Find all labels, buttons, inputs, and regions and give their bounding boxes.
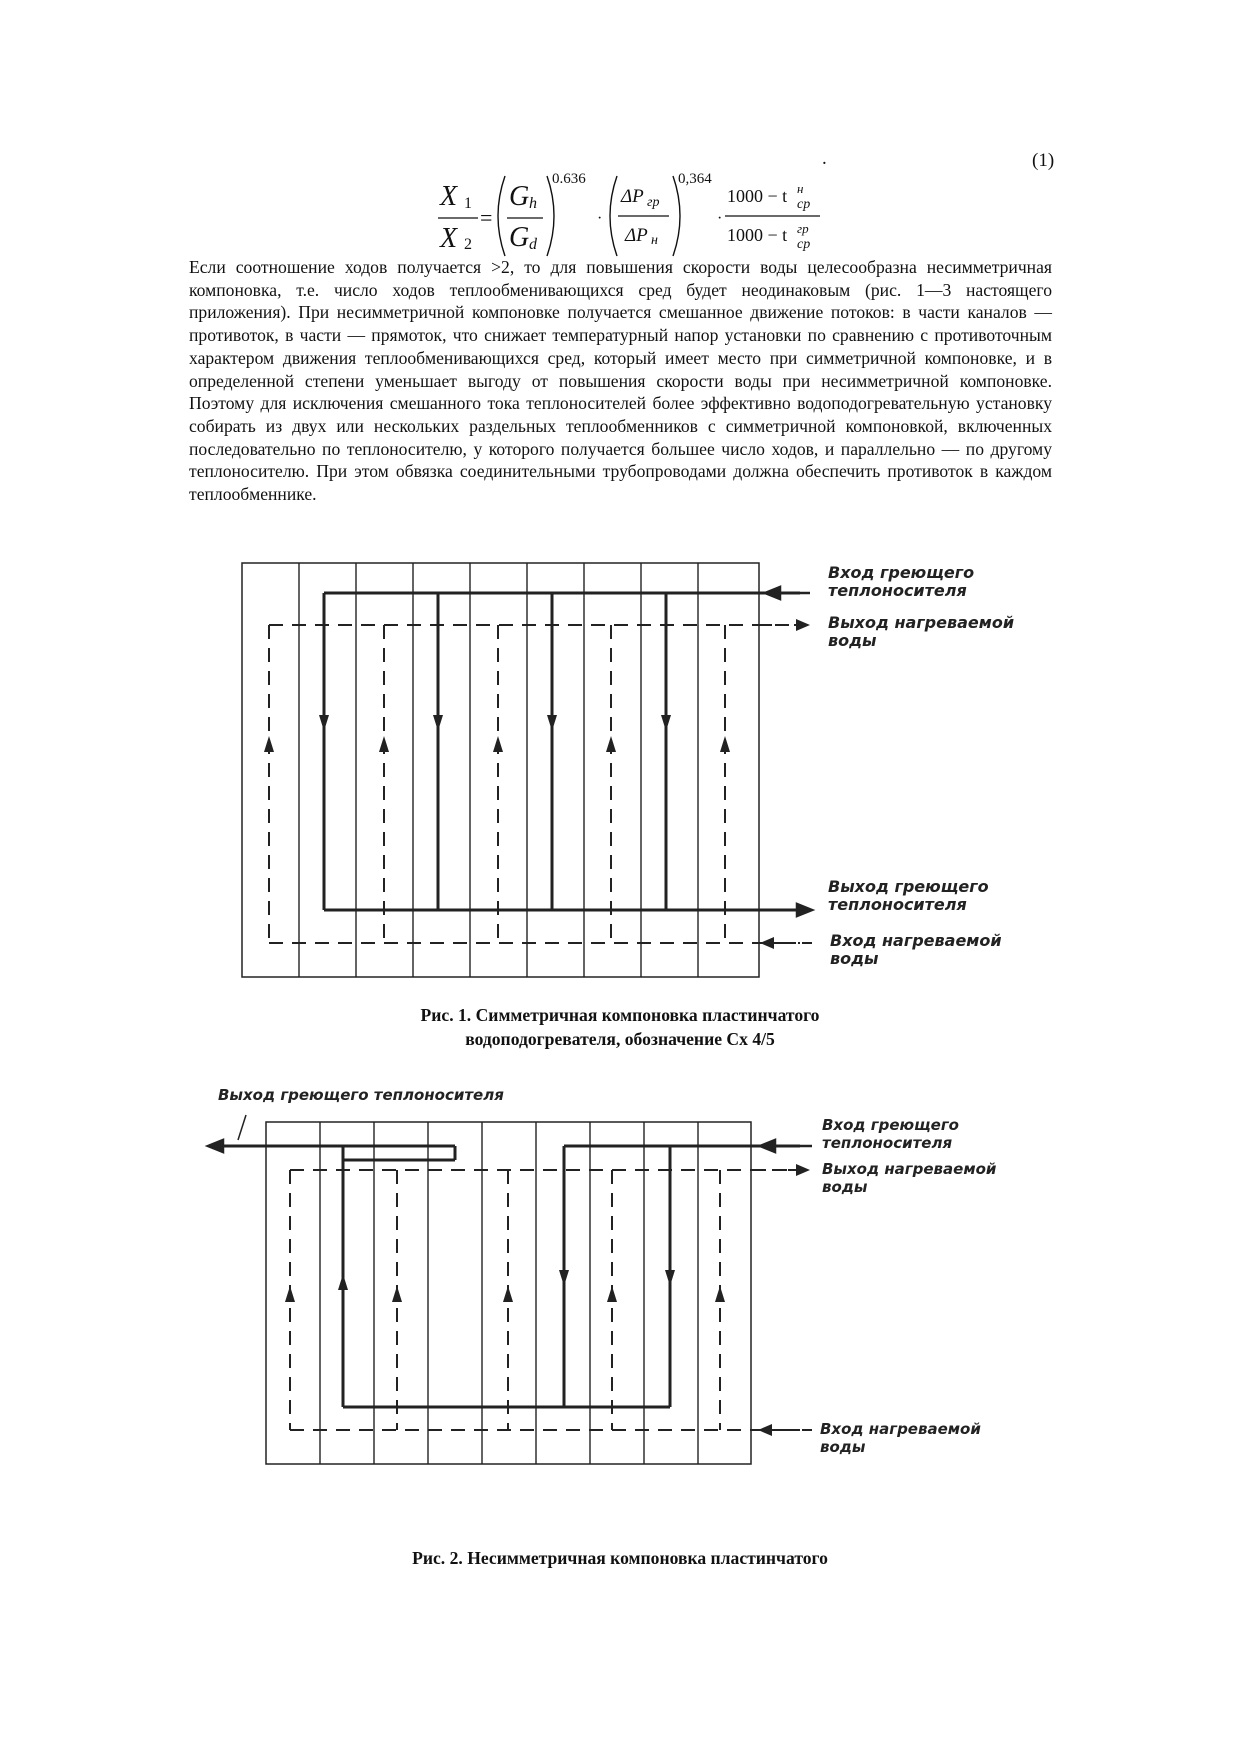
- fig1-in-heat-label-2: теплоносителя: [828, 581, 967, 600]
- fig2-flow-arrows: [285, 1270, 725, 1302]
- figure-1-caption: [240, 1003, 1000, 1051]
- fig1-in-water-label-1: Вход нагреваемой: [830, 931, 1002, 950]
- figure-1: [200, 553, 1080, 993]
- exponent-1: 0.636: [552, 171, 586, 187]
- t-denominator-sub: ср: [797, 237, 811, 252]
- dp-denominator: ΔP: [625, 225, 648, 246]
- dp-numerator-sub: гр: [647, 195, 660, 210]
- dp-numerator: ΔP: [621, 186, 644, 207]
- equals-sign: =: [480, 205, 493, 230]
- g-numerator-sub: h: [529, 195, 537, 212]
- lhs-numerator-sub: 1: [464, 195, 472, 212]
- t-denominator-sup: гр: [797, 221, 809, 236]
- t-denominator: 1000 − t: [727, 225, 788, 245]
- fig2-out-heat-label: Выход греющего теплоносителя: [218, 1086, 504, 1104]
- g-numerator: G: [509, 181, 530, 212]
- fig1-out-heat-label-2: теплоносителя: [828, 895, 967, 914]
- lhs-numerator: X: [440, 181, 458, 212]
- exponent-2: 0,364: [678, 171, 712, 187]
- multiply-dot-2: ·: [717, 210, 723, 227]
- t-numerator: 1000 − t: [727, 186, 788, 206]
- figure-2-caption: [240, 1546, 1000, 1570]
- fig2-in-water-label-1: Вход нагреваемой: [820, 1420, 981, 1438]
- fig2-heating-flow: [220, 1146, 800, 1407]
- t-numerator-sub: ср: [797, 197, 811, 212]
- figure-1-caption-line-2: водоподогревателя, обозначение Сх 4/5: [465, 1029, 775, 1049]
- multiply-dot-1: ·: [597, 210, 603, 227]
- fig1-out-water-label-2: воды: [828, 631, 877, 650]
- fig2-out-water-label-1: Выход нагреваемой: [822, 1160, 997, 1178]
- dp-denominator-sub: н: [651, 233, 658, 248]
- fig2-in-heat-label-2: теплоносителя: [822, 1134, 953, 1152]
- figure-2: [200, 1080, 1080, 1510]
- fig1-out-water-label-1: Выход нагреваемой: [828, 613, 1015, 632]
- equation-number: (1): [1032, 150, 1055, 171]
- fig2-in-water-label-2: воды: [820, 1438, 866, 1456]
- equation-dot: .: [822, 148, 827, 169]
- figure-2-caption-line-1: Рис. 2. Несимметричная компоновка пластинчатого: [412, 1548, 828, 1568]
- formula: [435, 168, 835, 260]
- fig2-leader-line: [238, 1115, 246, 1140]
- body-paragraph: Если соотношение ходов получается >2, то для повышения скорости воды целесообразна несимметричная компоновка, т.е. число ходов теплообменивающихся сред будет неодинаковым (рис. 1—3 настоящего приложения). При несимметричной компоновке получается смешанное движение потоков: в части каналов — противоток, в части — прямоток, что снижает температурный напор установки по сравнению с противоточным характером движения теплообменивающихся сред, который имеет место при симметричной компоновке, и в определенной степени уменьшает выгоду от повышения скорости воды при несимметричной компоновке. Поэтому для исключения смешанного тока теплоносителей более эффективно водоподогревательную установку собирать из двух или нескольких раздельных теплообменников с симметричной компоновкой, включенных последовательно по теплоносителю, у которого получается большее число ходов, и параллельно — по другому теплоносителю. При этом обвязка соединительными трубопроводами должна обеспечить противоток в каждом теплообменнике.: [189, 257, 1052, 505]
- fig2-out-water-label-2: воды: [822, 1178, 868, 1196]
- t-numerator-sup: н: [797, 181, 804, 196]
- fig1-water-flow: [269, 625, 800, 943]
- g-denominator: G: [509, 222, 530, 253]
- g-denominator-sub: d: [529, 236, 537, 253]
- fig1-out-heat-label-1: Выход греющего: [828, 877, 989, 896]
- fig1-in-water-label-2: воды: [830, 949, 879, 968]
- lhs-denominator: X: [440, 223, 458, 254]
- lhs-denominator-sub: 2: [464, 236, 472, 253]
- fig1-in-heat-label-1: Вход греющего: [828, 563, 975, 582]
- fig2-in-heat-label-1: Вход греющего: [822, 1116, 959, 1134]
- figure-1-caption-line-1: Рис. 1. Симметричная компоновка пластинчатого: [420, 1005, 820, 1025]
